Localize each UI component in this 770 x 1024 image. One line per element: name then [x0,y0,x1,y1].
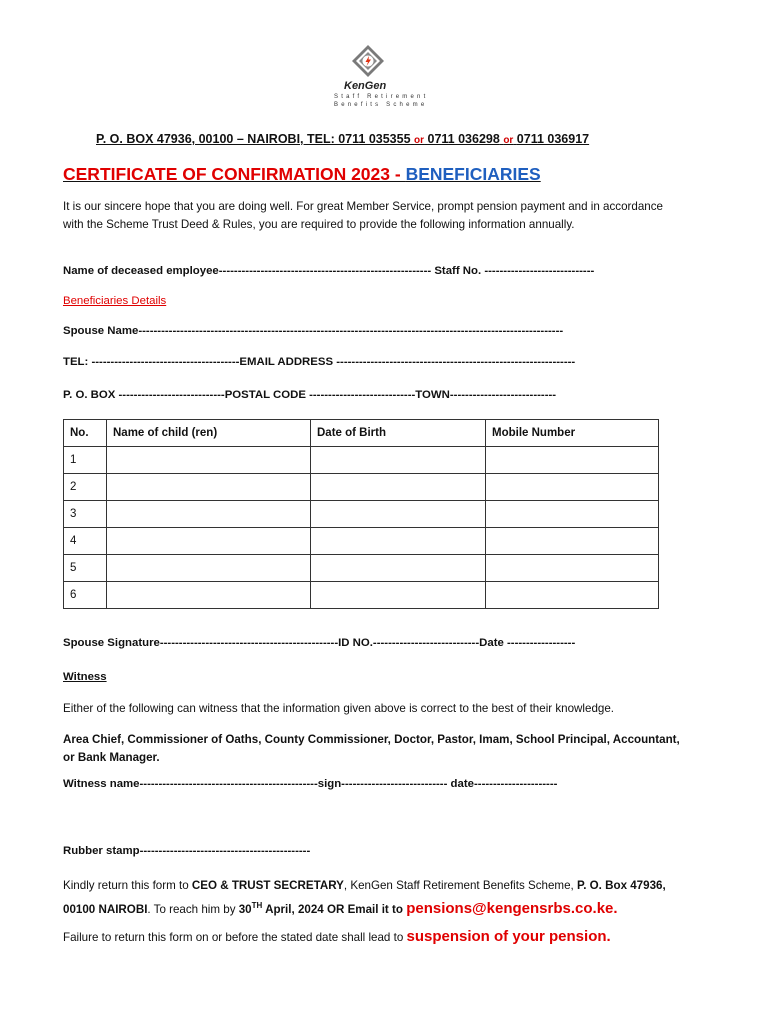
return-text-1: Kindly return this form to [63,879,192,892]
address-part-2: 0711 036298 [427,132,500,146]
logo-subtitle-1: Staff Retirement [334,94,429,100]
return-day: 30 [238,902,252,916]
beneficiaries-heading: Beneficiaries Details [63,295,167,307]
mobile-cell[interactable] [486,528,659,555]
children-table [63,419,659,609]
intro-paragraph: It is our sincere hope that you are doing well. For great Member Service, prompt pension payment and in accordance with the Scheme Trust Deed & Rules, you are required to provide the following information annually. [63,200,663,231]
dob-cell[interactable] [311,447,486,474]
spouse-name-field[interactable]: Spouse Name---------------------------------------------------------------------------------------------------------------- [63,325,564,337]
return-deadline: April, 2024 OR Email it to [262,902,407,916]
table-row [64,501,659,528]
table-row [64,555,659,582]
address-line [96,132,589,146]
table-header-row [64,420,659,447]
mobile-cell[interactable] [486,555,659,582]
table-row [64,447,659,474]
logo-subtitle-2: Benefits Scheme [334,102,428,108]
dob-cell[interactable] [311,528,486,555]
rubber-stamp-field[interactable]: Rubber stamp--------------------------------------------- [63,845,311,857]
failure-warning: suspension of your pension. [406,928,611,945]
title-red-part: CERTIFICATE OF CONFIRMATION 2023 - [63,164,406,184]
title-blue-part: BENEFICIARIES [405,164,541,184]
address-part-3: 0711 036917 [516,132,590,146]
witness-name-field[interactable]: Witness name-----------------------------------------------sign---------------------------- date---------------------- [63,778,558,790]
failure-note [63,928,723,947]
dob-cell[interactable] [311,555,486,582]
failure-text: Failure to return this form on or before the stated date shall lead to [63,931,407,944]
row-number: 3 [64,501,107,528]
row-number: 2 [64,474,107,501]
return-instructions [63,876,683,920]
witness-list: Area Chief, Commissioner of Oaths, County Commissioner, Doctor, Pastor, Imam, School Principal, Accountant, or Bank Manager. [63,733,680,764]
table-row [64,528,659,555]
mobile-cell[interactable] [486,447,659,474]
logo-name: KenGen [344,80,387,92]
kengen-logo [320,38,429,113]
dob-cell[interactable] [311,474,486,501]
dob-cell[interactable] [311,582,486,609]
spouse-signature-field[interactable]: Spouse Signature-----------------------------------------------ID NO.----------------------------Date ------------------ [63,637,576,649]
header-child-name: Name of child (ren) [107,420,311,447]
table-row [64,582,659,609]
return-email[interactable]: pensions@kengensrbs.co.ke. [406,899,618,917]
tel-email-field[interactable]: TEL: ---------------------------------------EMAIL ADDRESS --------------------------------------------------------------- [63,356,576,368]
return-address: P. O. Box 47936, 00100 NAIROBI [63,879,666,916]
dob-cell[interactable] [311,501,486,528]
return-text-2: , KenGen Staff Retirement Benefits Scheme, [343,879,577,892]
kengen-logo-icon [351,44,385,78]
return-text-3: . To reach him by [147,902,239,916]
child-name-cell[interactable] [107,555,311,582]
row-number: 5 [64,555,107,582]
table-row [64,474,659,501]
postal-field[interactable]: P. O. BOX ----------------------------POSTAL CODE ----------------------------TOWN---------------------------- [63,389,557,401]
header-no: No. [64,420,107,447]
child-name-cell[interactable] [107,447,311,474]
mobile-cell[interactable] [486,501,659,528]
row-number: 1 [64,447,107,474]
child-name-cell[interactable] [107,582,311,609]
header-mobile-number: Mobile Number [486,420,659,447]
deceased-employee-field[interactable]: Name of deceased employee-------------------------------------------------------- Staff No. ----------------------------- [63,265,595,277]
mobile-cell[interactable] [486,474,659,501]
header-date-of-birth: Date of Birth [311,420,486,447]
document-title [63,164,541,185]
address-or-1: or [414,135,425,146]
row-number: 4 [64,528,107,555]
mobile-cell[interactable] [486,582,659,609]
address-or-2: or [503,135,514,146]
row-number: 6 [64,582,107,609]
witness-heading: Witness [63,671,107,683]
witness-text: Either of the following can witness that the information given above is correct to the best of their knowledge. [63,702,615,715]
return-day-suffix: TH [251,901,263,910]
child-name-cell[interactable] [107,474,311,501]
child-name-cell[interactable] [107,501,311,528]
address-part-1: P. O. BOX 47936, 00100 – NAIROBI, TEL: 0711 035355 [96,132,411,146]
return-recipient: CEO & TRUST SECRETARY [191,879,344,892]
child-name-cell[interactable] [107,528,311,555]
